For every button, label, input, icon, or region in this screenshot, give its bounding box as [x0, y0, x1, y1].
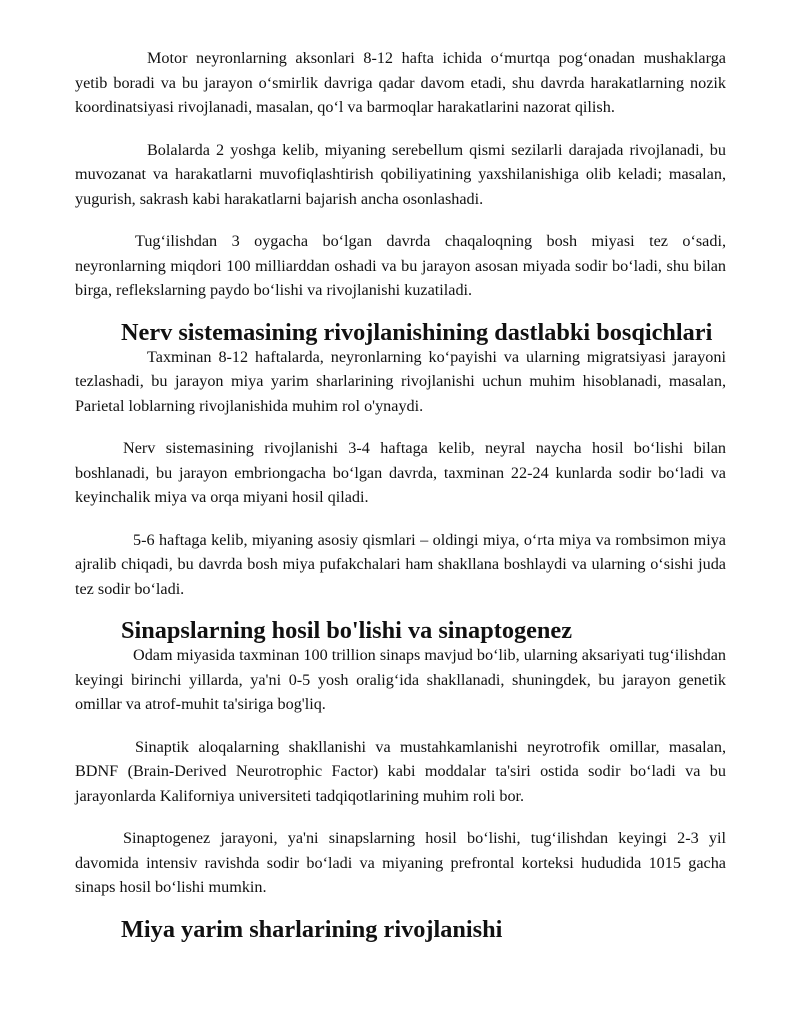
- section-heading-hemispheres: Miya yarim sharlarining rivojlanishi: [121, 915, 503, 943]
- paragraph-cerebellum: Bolalarda 2 yoshga kelib, miyaning serebellum qismi sezilarli darajada rivojlanadi, bu muvozanat va harakatlarni muvofiqlashtirish qobiliyatining yaxshilanishiga olib keladi; masalan, yugurish, sakrash kabi harakatlarni bajarish ancha osonlashadi.: [75, 140, 726, 208]
- document-page: [75, 46, 726, 942]
- paragraph-synapse-count: Odam miyasida taxminan 100 trillion sinaps mavjud bo‘lib, ularning aksariyati tug‘ilishdan keyingi birinchi yillarda, ya'ni 0-5 yosh oralig‘ida shakllanadi, shuningdek, bu jarayon genetik omillar va atrof-muhit ta'siriga bog'liq.: [75, 646, 726, 713]
- paragraph-infant-brain: Tug‘ilishdan 3 oygacha bo‘lgan davrda chaqaloqning bosh miyasi tez o‘sadi, neyronlarning miqdori 100 milliarddan oshadi va bu jarayon asosan miyada sodir bo‘ladi, shu bilan birga, reflekslarning paydo bo‘lishi va rivojlanishi kuzatiladi.: [75, 232, 726, 299]
- section-heading-nervous-system-stages: Nerv sistemasining rivojlanishining dastlabki bosqichlari: [121, 318, 713, 346]
- paragraph-synaptic-connections: Sinaptik aloqalarning shakllanishi va mustahkamlanishi neyrotrofik omillar, masalan, BDNF (Brain-Derived Neurotrophic Factor) kabi moddalar ta'siri ostida sodir bo‘ladi va bu jarayonlarda Kaliforniya universiteti tadqiqotlarining muhim roli bor.: [75, 737, 726, 805]
- paragraph-neuron-migration: Taxminan 8-12 haftalarda, neyronlarning ko‘payishi va ularning migratsiyasi jarayoni tezlashadi, bu jarayon miya yarim sharlarining rivojlanishi uchun muhim hisoblanadi, masalan, Parietal loblarning rivojlanishida muhim rol o'ynaydi.: [75, 347, 726, 415]
- paragraph-synaptogenesis-process: Sinaptogenez jarayoni, ya'ni sinapslarning hosil bo‘lishi, tug‘ilishdan keyingi 2-3 yil davomida intensiv ravishda sodir bo‘ladi va miyaning prefrontal korteksi hududida 1015 gacha sinaps hosil bo‘lishi mumkin.: [75, 829, 726, 896]
- paragraph-neural-tube: Nerv sistemasining rivojlanishi 3-4 haftaga kelib, neyral naycha hosil bo‘lishi bilan boshlanadi, bu jarayon embriongacha bo‘lgan davrda, taxminan 22-24 kunlarda sodir bo‘ladi va keyinchalik miya va orqa miyani hosil qiladi.: [75, 439, 726, 506]
- section-heading-synaptogenesis: Sinapslarning hosil bo'lishi va sinaptogenez: [121, 617, 572, 644]
- paragraph-motor-neurons: Motor neyronlarning aksonlari 8-12 hafta ichida o‘murtqa pog‘onadan mushaklarga yetib boradi va bu jarayon o‘smirlik davriga qadar davom etadi, shu davrda harakatlarning nozik koordinatsiyasi rivojlanadi, masalan, qo‘l va barmoqlar harakatlarini nazorat qilish.: [75, 49, 726, 116]
- paragraph-brain-vesicles: 5-6 haftaga kelib, miyaning asosiy qismlari – oldingi miya, o‘rta miya va rombsimon miya ajralib chiqadi, bu davrda bosh miya pufakchalari ham shakllana boshlaydi va ularning o‘sishi juda tez sodir bo‘ladi.: [75, 530, 726, 598]
